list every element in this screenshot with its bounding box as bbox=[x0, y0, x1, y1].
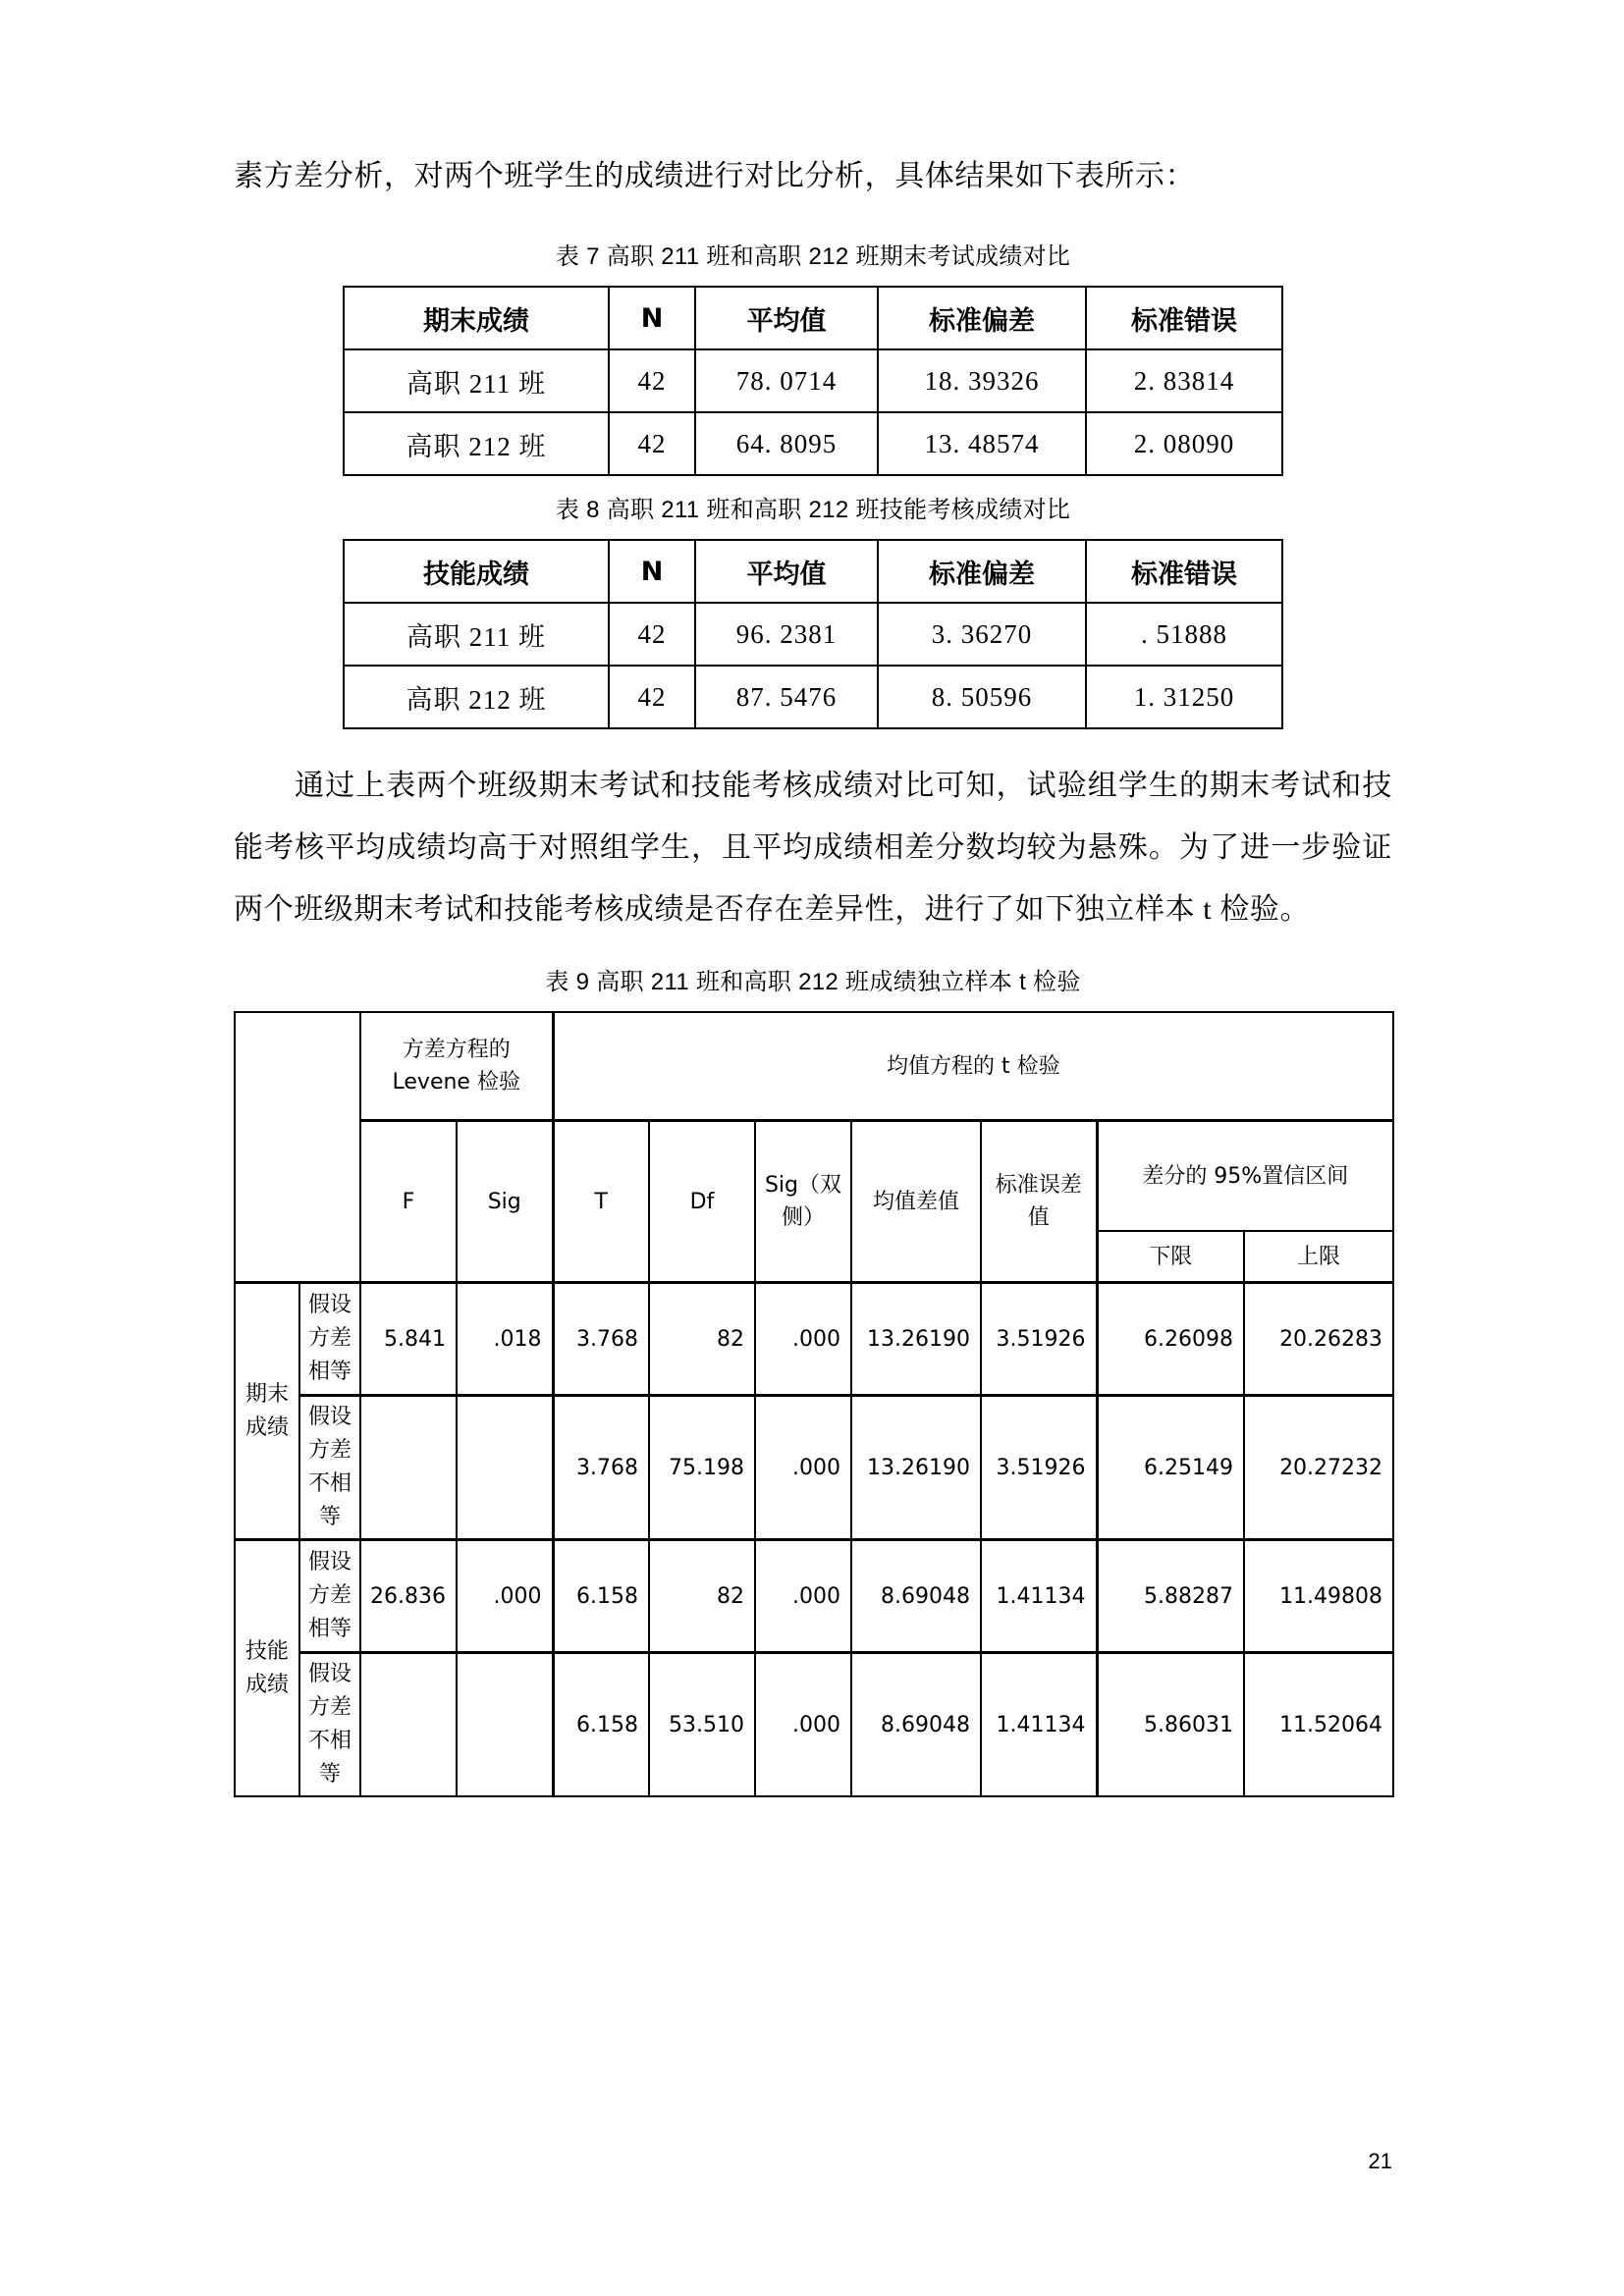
table8-header-cell: 技能成绩 bbox=[344, 540, 609, 603]
table8-header-cell: 平均值 bbox=[695, 540, 878, 603]
table7-cell: 2. 83814 bbox=[1086, 349, 1282, 412]
table8-cell: 3. 36270 bbox=[878, 603, 1086, 666]
table9-assumption-label: 假设方差不相等 bbox=[299, 1396, 360, 1540]
table9-cell-ci-lower: 5.88287 bbox=[1097, 1540, 1244, 1653]
table9-cell-f bbox=[360, 1396, 457, 1540]
table9-group-levene: 方差方程的 Levene 检验 bbox=[360, 1012, 553, 1121]
table9-cell-ci-lower: 6.26098 bbox=[1097, 1283, 1244, 1396]
table9-cell-se-diff: 3.51926 bbox=[981, 1283, 1097, 1396]
intro-paragraph: 素方差分析，对两个班学生的成绩进行对比分析，具体结果如下表所示： bbox=[234, 160, 1196, 192]
table9-cell-mean-diff: 8.69048 bbox=[851, 1540, 981, 1653]
table9-cell-sig2: .000 bbox=[755, 1540, 851, 1653]
table7 bbox=[343, 286, 1283, 476]
table9-cell-ci-upper: 11.49808 bbox=[1244, 1540, 1393, 1653]
table8-cell: 96. 2381 bbox=[695, 603, 878, 666]
table8-cell: 高职 211 班 bbox=[344, 603, 609, 666]
table9-cell-se-diff: 3.51926 bbox=[981, 1396, 1097, 1540]
table7-header-cell: 标准错误 bbox=[1086, 287, 1282, 349]
table9-rowgroup-label: 技能成绩 bbox=[235, 1540, 299, 1797]
table8-cell: 42 bbox=[609, 666, 695, 728]
table9-cell-sig: .000 bbox=[457, 1540, 553, 1653]
table7-cell: 18. 39326 bbox=[878, 349, 1086, 412]
table9-cell-sig2: .000 bbox=[755, 1396, 851, 1540]
table9-cell-sig bbox=[457, 1396, 553, 1540]
table-row bbox=[344, 666, 1282, 728]
table-row bbox=[235, 1283, 1393, 1396]
table9-subheader-sig2: Sig（双侧） bbox=[755, 1121, 851, 1283]
table7-cell: 42 bbox=[609, 349, 695, 412]
table9-cell-mean-diff: 13.26190 bbox=[851, 1396, 981, 1540]
table9-cell-sig2: .000 bbox=[755, 1283, 851, 1396]
table9-cell-df: 82 bbox=[649, 1540, 755, 1653]
table9-cell-mean-diff: 8.69048 bbox=[851, 1653, 981, 1797]
table7-caption: 表 7 高职 211 班和高职 212 班期末考试成绩对比 bbox=[555, 243, 1071, 270]
table9-rowgroup-label: 期末成绩 bbox=[235, 1283, 299, 1540]
table9-cell-f: 5.841 bbox=[360, 1283, 457, 1396]
table9-cell-ci-lower: 6.25149 bbox=[1097, 1396, 1244, 1540]
table9-assumption-label: 假设方差相等 bbox=[299, 1283, 360, 1396]
table9 bbox=[234, 1011, 1394, 1797]
table8-header-row bbox=[344, 540, 1282, 603]
table9-assumption-label: 假设方差相等 bbox=[299, 1540, 360, 1653]
table9-cell-df: 53.510 bbox=[649, 1653, 755, 1797]
table9-cell-mean-diff: 13.26190 bbox=[851, 1283, 981, 1396]
table7-cell: 2. 08090 bbox=[1086, 412, 1282, 475]
table8-header-cell: 标准偏差 bbox=[878, 540, 1086, 603]
table9-cell-df: 82 bbox=[649, 1283, 755, 1396]
table8-header-cell: N bbox=[609, 540, 695, 603]
table9-subheader-sig: Sig bbox=[457, 1121, 553, 1283]
table7-cell: 78. 0714 bbox=[695, 349, 878, 412]
table9-cell-ci-lower: 5.86031 bbox=[1097, 1653, 1244, 1797]
table9-header-row-1 bbox=[235, 1012, 1393, 1121]
table9-subheader-ci-upper: 上限 bbox=[1244, 1231, 1393, 1283]
table9-cell-ci-upper: 20.26283 bbox=[1244, 1283, 1393, 1396]
table9-subheader-t: T bbox=[553, 1121, 649, 1283]
table9-cell-t: 3.768 bbox=[553, 1283, 649, 1396]
table9-caption: 表 9 高职 211 班和高职 212 班成绩独立样本 t 检验 bbox=[545, 969, 1081, 995]
page-number: 21 bbox=[1368, 2149, 1392, 2173]
table9-group-ci: 差分的 95%置信区间 bbox=[1097, 1121, 1393, 1232]
table9-subheader-df: Df bbox=[649, 1121, 755, 1283]
table8-header-cell: 标准错误 bbox=[1086, 540, 1282, 603]
table7-cell: 42 bbox=[609, 412, 695, 475]
table9-subheader-se-diff: 标准误差值 bbox=[981, 1121, 1097, 1283]
table9-cell-df: 75.198 bbox=[649, 1396, 755, 1540]
table7-cell: 高职 211 班 bbox=[344, 349, 609, 412]
table9-header-row-2 bbox=[235, 1121, 1393, 1232]
table9-assumption-label: 假设方差不相等 bbox=[299, 1653, 360, 1797]
table-row bbox=[344, 603, 1282, 666]
analysis-paragraph: 通过上表两个班级期末考试和技能考核成绩对比可知，试验组学生的期末考试和技能考核平均成绩均高于对照组学生，且平均成绩相差分数均较为悬殊。为了进一步验证两个班级期末考试和技能考核成绩是否存在差异性，进行了如下独立样本 t 检验。 bbox=[234, 770, 1392, 926]
table9-cell-f: 26.836 bbox=[360, 1540, 457, 1653]
table7-wrapper bbox=[234, 286, 1392, 476]
table9-subheader-f: F bbox=[360, 1121, 457, 1283]
table7-header-cell: 标准偏差 bbox=[878, 287, 1086, 349]
table8-cell: 42 bbox=[609, 603, 695, 666]
table8-cell: 1. 31250 bbox=[1086, 666, 1282, 728]
table7-header-cell: N bbox=[609, 287, 695, 349]
table7-header-row bbox=[344, 287, 1282, 349]
table9-cell-se-diff: 1.41134 bbox=[981, 1653, 1097, 1797]
table9-cell-ci-upper: 11.52064 bbox=[1244, 1653, 1393, 1797]
table7-cell: 13. 48574 bbox=[878, 412, 1086, 475]
table9-cell-t: 6.158 bbox=[553, 1653, 649, 1797]
table9-cell-f bbox=[360, 1653, 457, 1797]
table9-cell-sig2: .000 bbox=[755, 1653, 851, 1797]
table7-cell: 高职 212 班 bbox=[344, 412, 609, 475]
table7-cell: 64. 8095 bbox=[695, 412, 878, 475]
table7-header-cell: 期末成绩 bbox=[344, 287, 609, 349]
table9-corner-cell bbox=[235, 1012, 360, 1283]
table9-cell-t: 6.158 bbox=[553, 1540, 649, 1653]
table7-header-cell: 平均值 bbox=[695, 287, 878, 349]
table8-caption: 表 8 高职 211 班和高职 212 班技能考核成绩对比 bbox=[555, 497, 1071, 523]
table9-cell-se-diff: 1.41134 bbox=[981, 1540, 1097, 1653]
table-row bbox=[235, 1396, 1393, 1540]
page-content bbox=[234, 0, 1392, 1797]
table9-subheader-mean-diff: 均值差值 bbox=[851, 1121, 981, 1283]
table-row bbox=[235, 1653, 1393, 1797]
table8-cell: 87. 5476 bbox=[695, 666, 878, 728]
table-row bbox=[344, 349, 1282, 412]
table9-subheader-ci-lower: 下限 bbox=[1097, 1231, 1244, 1283]
table9-cell-t: 3.768 bbox=[553, 1396, 649, 1540]
table9-group-ttest: 均值方程的 t 检验 bbox=[553, 1012, 1393, 1121]
table9-cell-ci-upper: 20.27232 bbox=[1244, 1396, 1393, 1540]
table8-wrapper bbox=[234, 539, 1392, 729]
table-row bbox=[344, 412, 1282, 475]
table9-cell-sig: .018 bbox=[457, 1283, 553, 1396]
table8-cell: 高职 212 班 bbox=[344, 666, 609, 728]
table9-cell-sig bbox=[457, 1653, 553, 1797]
table-row bbox=[235, 1540, 1393, 1653]
table8 bbox=[343, 539, 1283, 729]
table8-cell: 8. 50596 bbox=[878, 666, 1086, 728]
table8-cell: . 51888 bbox=[1086, 603, 1282, 666]
